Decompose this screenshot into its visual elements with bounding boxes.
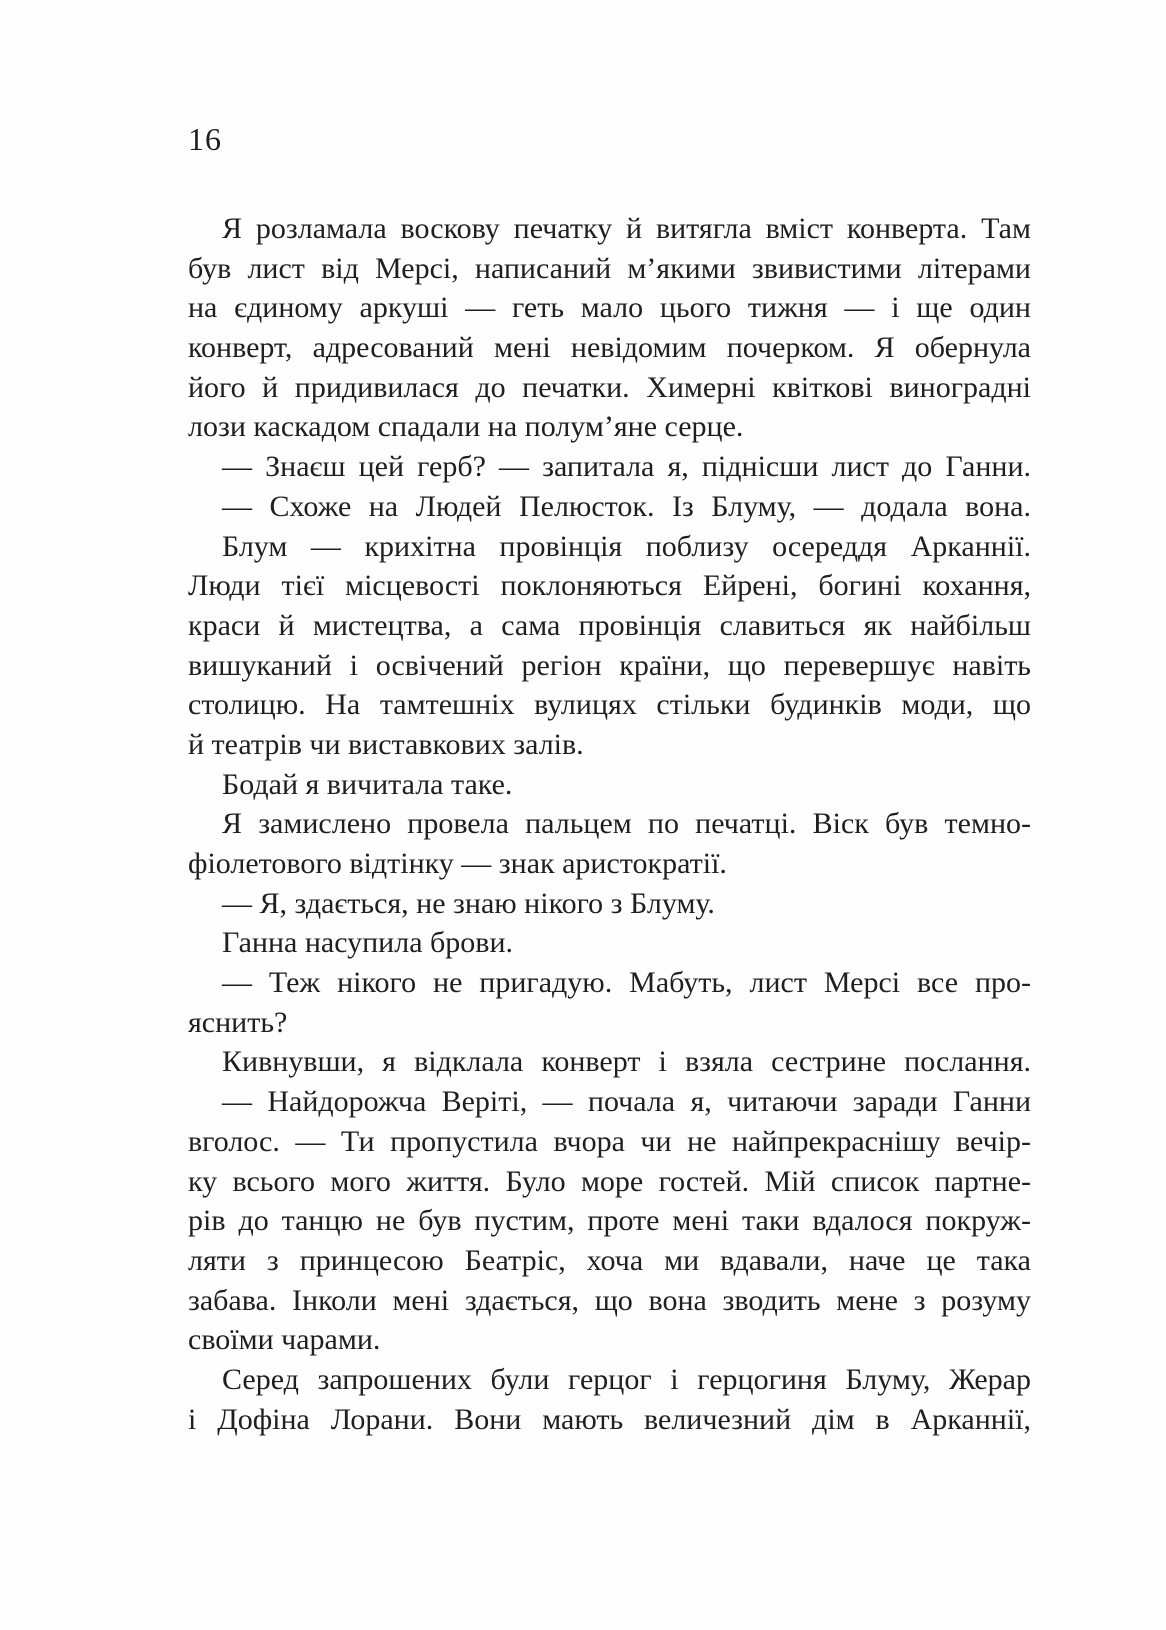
text-line: краси й мистецтва, а сама провінція славиться як найбільш [188, 608, 1031, 642]
text-line: Блум — крихітна провінція поблизу осереддя Арканнії. [222, 529, 1031, 563]
text-line: вголос. — Ти пропустила вчора чи не найпрекраснішу вечір- [188, 1124, 1031, 1158]
text-line: вишуканий і освічений регіон країни, що перевершує навіть [188, 648, 1031, 682]
text-line: — Схоже на Людей Пелюсток. Із Блуму, — додала вона. [222, 489, 1031, 523]
text-line: Кивнувши, я відклала конверт і взяла сестрине послання. [222, 1045, 1031, 1079]
page-number: 16 [188, 121, 222, 157]
text-line: й театрів чи виставкових залів. [188, 727, 584, 761]
text-line: Я замислено провела пальцем по печатці. Віск був темно- [222, 807, 1031, 841]
text-line: своїми чарами. [188, 1323, 381, 1357]
text-line: і Дофіна Лорани. Вони мають величезний дім в Арканнії, [188, 1402, 1031, 1436]
text-line: був лист від Мерсі, написаний м’якими звивистими літерами [188, 251, 1031, 285]
text-line: рів до танцю не був пустим, проте мені таки вдалося покруж- [188, 1204, 1031, 1238]
text-line: — Найдорожча Веріті, — почала я, читаючи заради Ганни [222, 1085, 1031, 1119]
text-line: фіолетового відтінку — знак аристократії. [188, 847, 727, 880]
text-line: яснить? [188, 1005, 288, 1039]
text-line: ку всього мого життя. Було море гостей. Мій список партне- [188, 1164, 1031, 1198]
text-line: Ганна насупила брови. [222, 926, 514, 960]
text-line: Бодай я вичитала таке. [222, 767, 513, 801]
text-line: Серед запрошених були герцог і герцогиня Блуму, Жерар [222, 1362, 1031, 1396]
text-line: лози каскадом спадали на полум’яне серце. [188, 410, 744, 444]
text-line: Люди тієї місцевості поклоняються Ейрені, богині кохання, [188, 569, 1031, 603]
text-line: — Знаєш цей герб? — запитала я, піднісши лист до Ганни. [222, 450, 1031, 484]
text-line: його й придивилася до печатки. Химерні квіткові виноградні [188, 370, 1031, 404]
text-line: конверт, адресований мені невідомим почерком. Я обернула [188, 331, 1031, 365]
text-block [188, 209, 1031, 1439]
text-line: — Я, здається, не знаю нікого з Блуму. [222, 886, 715, 920]
text-line: Я розламала воскову печатку й витягла вміст конверта. Там [222, 212, 1031, 245]
text-line: на єдиному аркуші — геть мало цього тижня — і ще один [188, 291, 1031, 325]
text-line: ляти з принцесою Беатріс, хоча ми вдавали, наче це така [188, 1243, 1031, 1277]
text-line: забава. Інколи мені здається, що вона зводить мене з розуму [188, 1283, 1031, 1317]
text-line: — Теж нікого не пригадую. Мабуть, лист Мерсі все про- [222, 966, 1031, 1000]
text-line: столицю. На тамтешніх вулицях стільки будинків моди, що [188, 688, 1031, 722]
